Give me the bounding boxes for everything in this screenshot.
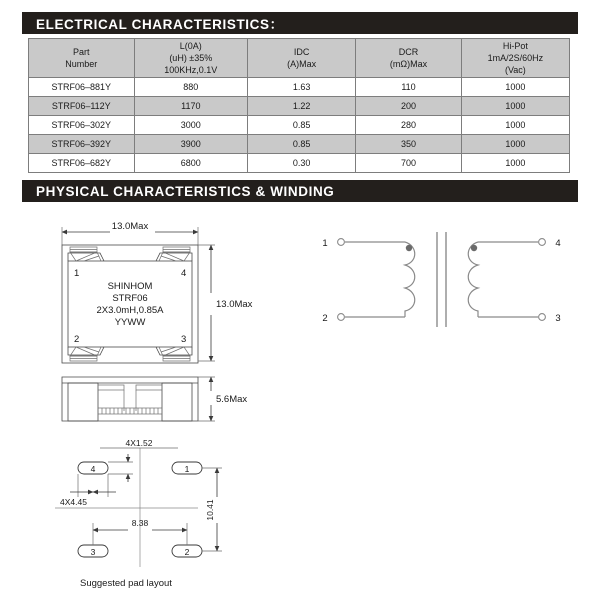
table-row [29, 154, 570, 173]
top-view-pin-1: 1 [74, 268, 80, 279]
pad-vertical-label: 10.41 [205, 499, 215, 521]
cell-part-number: STRF06–682Y [29, 154, 135, 173]
pad-label-3: 3 [90, 547, 96, 557]
header-line: 1mA/2S/60Hz [487, 52, 544, 63]
header-line: L(0A) [179, 40, 202, 51]
table-row [29, 135, 570, 154]
top-view-marking-text [96, 281, 164, 328]
cell-idc: 0.85 [248, 135, 356, 154]
terminal-bottom-right [159, 347, 190, 361]
column-header-dcr [356, 39, 462, 78]
top-view-height-label: 13.0Max [216, 299, 253, 310]
top-view-width-label: 13.0Max [111, 221, 149, 232]
header-line: (Vac) [504, 65, 526, 76]
cell-dcr: 700 [356, 154, 462, 173]
cell-hipot: 1000 [461, 135, 569, 154]
table-head [29, 39, 570, 78]
cell-hipot: 1000 [461, 78, 569, 97]
top-view-drawing [62, 221, 253, 363]
marking-line-1: SHINHOM [107, 281, 153, 292]
pad-horizontal-label: 8.38 [131, 518, 149, 528]
table-row [29, 97, 570, 116]
cell-hipot: 1000 [461, 97, 569, 116]
column-header-idc [248, 39, 356, 78]
cell-dcr: 350 [356, 135, 462, 154]
schematic-pin-1: 1 [322, 238, 328, 249]
cell-idc: 0.85 [248, 116, 356, 135]
winding-schematic [322, 232, 560, 327]
header-line: Number [65, 59, 98, 69]
cell-dcr: 200 [356, 97, 462, 116]
cell-inductance: 3900 [134, 135, 248, 154]
side-view-drawing [62, 377, 247, 421]
cell-inductance: 3000 [134, 116, 248, 135]
header-line: Hi-Pot [502, 40, 528, 51]
section-header-electrical [22, 12, 578, 34]
mechanical-drawings-area [0, 205, 600, 600]
cell-inductance: 1170 [134, 97, 248, 116]
section-header-electrical-label: ELECTRICAL CHARACTERISTICS： [36, 17, 284, 32]
cell-dcr: 280 [356, 116, 462, 135]
cell-dcr: 110 [356, 78, 462, 97]
table-header-row [29, 39, 570, 78]
cell-inductance: 880 [134, 78, 248, 97]
side-view-height-label: 5.6Max [216, 394, 248, 405]
top-view-width-dimension [62, 221, 198, 245]
schematic-pin-3: 3 [555, 313, 561, 324]
cell-idc: 1.63 [248, 78, 356, 97]
pad-label-4: 4 [90, 464, 96, 474]
section-header-physical-label: PHYSICAL CHARACTERISTICS & WINDING [36, 183, 335, 199]
header-line: DCR [398, 46, 419, 57]
top-view-pin-3: 3 [181, 334, 187, 345]
marking-line-4: YYWW [114, 317, 146, 328]
table-row [29, 78, 570, 97]
marking-line-3: 2X3.0mH,0.85A [96, 305, 164, 316]
pad-width-dimension [100, 438, 178, 482]
header-line: 100KHz,0.1V [164, 65, 218, 76]
column-header-inductance [134, 39, 248, 78]
top-view-pin-4: 4 [181, 268, 187, 279]
top-view-pin-2: 2 [74, 334, 80, 345]
pad-label-1: 1 [184, 464, 190, 474]
side-view-height-dimension [198, 377, 247, 421]
header-line: (A)Max [287, 59, 317, 69]
terminal-bottom-left [70, 347, 101, 361]
marking-line-2: STRF06 [112, 293, 148, 304]
header-line: (mΩ)Max [389, 59, 428, 69]
cell-part-number: STRF06–302Y [29, 116, 135, 135]
electrical-characteristics-table [28, 38, 570, 173]
table-body [29, 78, 570, 173]
header-line: (uH) ±35% [169, 52, 213, 63]
cell-idc: 0.30 [248, 154, 356, 173]
pad-length-dimension [60, 474, 116, 507]
pad-layout-drawing [55, 438, 222, 589]
pad-label-2: 2 [184, 547, 190, 557]
cell-part-number: STRF06–112Y [29, 97, 135, 116]
column-header-hipot [461, 39, 569, 78]
cell-hipot: 1000 [461, 116, 569, 135]
terminal-top-right [159, 247, 190, 261]
cell-part-number: STRF06–392Y [29, 135, 135, 154]
cell-inductance: 6800 [134, 154, 248, 173]
cell-idc: 1.22 [248, 97, 356, 116]
table-row [29, 116, 570, 135]
top-view-height-dimension [198, 245, 253, 361]
cell-hipot: 1000 [461, 154, 569, 173]
cell-part-number: STRF06–881Y [29, 78, 135, 97]
schematic-pin-2: 2 [322, 313, 328, 324]
terminal-top-left [70, 247, 101, 261]
pad-vertical-pitch-dimension [202, 468, 222, 551]
column-header-part-number [29, 39, 135, 78]
header-line: IDC [293, 46, 310, 57]
drawings-svg [0, 205, 600, 600]
schematic-pin-4: 4 [555, 238, 561, 249]
pad-layout-caption: Suggested pad layout [80, 578, 172, 589]
header-line: Part [73, 46, 90, 57]
pad-length-label: 4X4.45 [60, 497, 87, 507]
pad-width-label: 4X1.52 [125, 438, 153, 448]
section-header-physical [22, 180, 578, 202]
